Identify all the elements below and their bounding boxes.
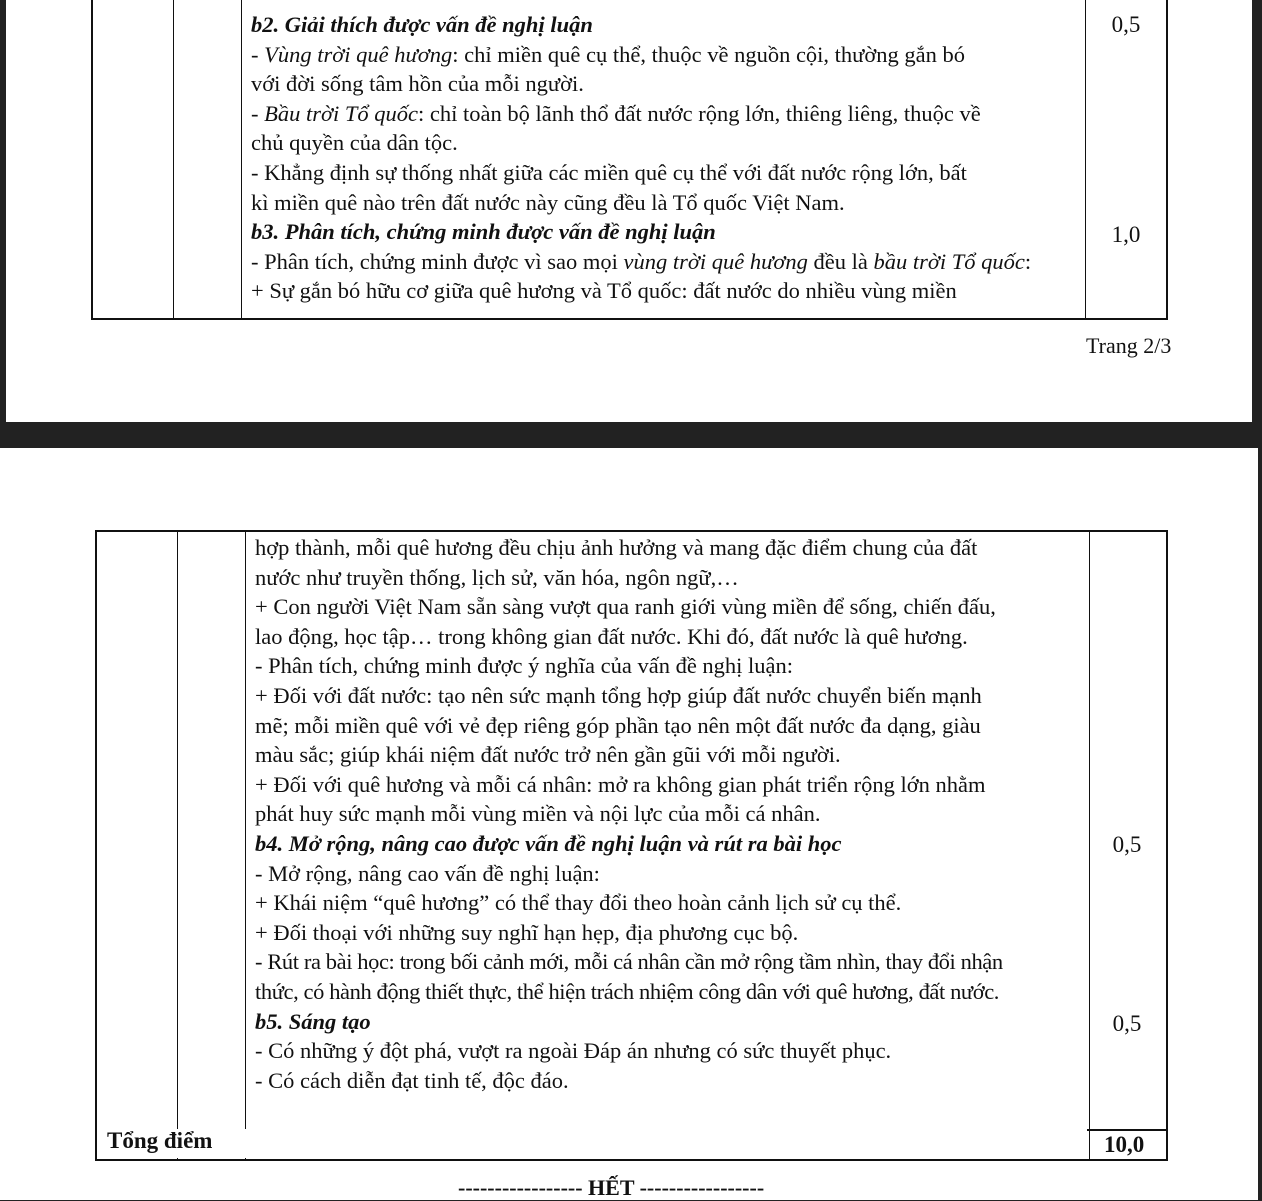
score-b5: 0,5 — [1112, 1011, 1142, 1036]
text-line: - Có cách diễn đạt tinh tế, độc đáo. — [255, 1067, 569, 1093]
text-line: nước như truyền thống, lịch sử, văn hóa, ngôn ngữ,… — [255, 564, 739, 590]
section-heading-b3: b3. Phân tích, chứng minh được vấn đề nghị luận — [251, 219, 716, 245]
table-column-divider — [241, 0, 242, 318]
score-b4: 0,5 — [1112, 832, 1142, 857]
text-line: lao động, học tập… trong không gian đất nước. Khi đó, đất nước là quê hương. — [255, 623, 968, 649]
score-b3: 1,0 — [1111, 222, 1141, 247]
text-line: + Đối với quê hương và mỗi cá nhân: mở ra không gian phát triển rộng lớn nhằm — [255, 771, 986, 797]
text-line: hợp thành, mỗi quê hương đều chịu ảnh hưởng và mang đặc điểm chung của đất — [255, 535, 978, 560]
text-line: + Con người Việt Nam sẵn sàng vượt qua ranh giới vùng miền để sống, chiến đấu, — [255, 594, 996, 620]
text-line: chủ quyền của dân tộc. — [251, 130, 458, 156]
text-line: - Mở rộng, nâng cao vấn đề nghị luận: — [255, 860, 600, 886]
text-line: phát huy sức mạnh mỗi vùng miền và nội lực của mỗi cá nhân. — [255, 801, 821, 827]
document-page-3 — [0, 448, 1258, 1200]
table-column-divider — [245, 532, 246, 1159]
text-line: mẽ; mỗi miền quê với vẻ đẹp riêng góp phần tạo nên một đất nước đa dạng, giàu — [255, 712, 981, 738]
text-line: - Phân tích, chứng minh được ý nghĩa của vấn đề nghị luận: — [255, 653, 794, 679]
total-score: 10,0 — [1104, 1132, 1145, 1157]
total-row-label-cell — [97, 1129, 1087, 1158]
text-line: - Bầu trời Tổ quốc: chỉ toàn bộ lãnh thổ đất nước rộng lớn, thiêng liêng, thuộc về — [251, 100, 981, 126]
text-line: + Đối thoại với những suy nghĩ hạn hẹp, địa phương cục bộ. — [255, 919, 799, 945]
text-line: - Có những ý đột phá, vượt ra ngoài Đáp án nhưng có sức thuyết phục. — [255, 1038, 892, 1064]
total-label: Tổng điểm — [107, 1128, 213, 1153]
text-line: - Phân tích, chứng minh được vì sao mọi vùng trời quê hương đều là bầu trời Tổ quốc: — [251, 248, 1032, 274]
section-heading-b5: b5. Sáng tạo — [255, 1008, 371, 1034]
table-column-divider — [173, 0, 174, 318]
text-line: - Vùng trời quê hương: chỉ miền quê cụ thể, thuộc về nguồn cội, thường gắn bó — [251, 41, 966, 67]
text-line: màu sắc; giúp khái niệm đất nước trở nên gần gũi với mỗi người. — [255, 742, 841, 768]
text-line: - Khẳng định sự thống nhất giữa các miền quê cụ thể với đất nước rộng lớn, bất — [251, 159, 967, 185]
page-number: Trang 2/3 — [1086, 333, 1172, 358]
text-line: kì miền quê nào trên đất nước này cũng đều là Tổ quốc Việt Nam. — [251, 189, 845, 215]
table-column-divider — [177, 532, 178, 1159]
content-cell-b2-b3 — [251, 10, 1031, 306]
text-line: với đời sống tâm hồn của mỗi người. — [251, 71, 584, 97]
end-marker: ----------------- HẾT ----------------- — [458, 1175, 765, 1200]
content-cell-b3-b5 — [255, 533, 1003, 1095]
score-b2: 0,5 — [1111, 12, 1141, 37]
table-column-divider — [1089, 532, 1090, 1159]
text-line: thức, có hành động thiết thực, thể hiện trách nhiệm công dân với quê hương, đất nước. — [255, 978, 1000, 1004]
text-line: - Rút ra bài học: trong bối cảnh mới, mỗi cá nhân cần mở rộng tầm nhìn, thay đổi nhận — [255, 949, 1003, 975]
document-page-2 — [6, 0, 1252, 422]
section-heading-b2: b2. Giải thích được vấn đề nghị luận — [251, 12, 593, 37]
text-line: + Sự gắn bó hữu cơ giữa quê hương và Tổ quốc: đất nước do nhiều vùng miền — [251, 278, 957, 304]
section-heading-b4: b4. Mở rộng, nâng cao được vấn đề nghị luận và rút ra bài học — [255, 830, 842, 856]
text-line: + Khái niệm “quê hương” có thể thay đổi theo hoàn cảnh lịch sử cụ thể. — [255, 890, 902, 916]
table-column-divider — [1085, 0, 1086, 318]
text-line: + Đối với đất nước: tạo nên sức mạnh tổng hợp giúp đất nước chuyển biến mạnh — [255, 682, 982, 708]
